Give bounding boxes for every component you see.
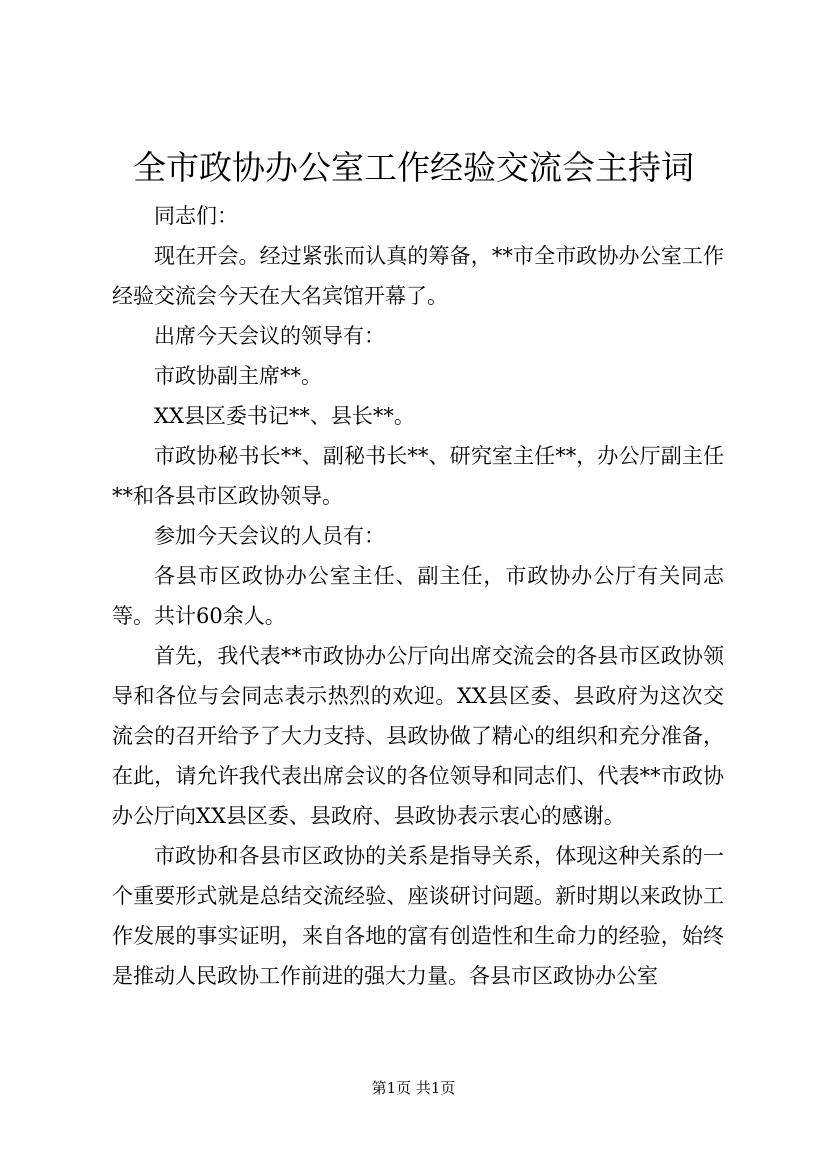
paragraph-welcome: 首先，我代表**市政协办公厅向出席交流会的各县市区政协领导和各位与会同志表示热烈的欢迎。XX县区委、县政府为这次交流会的召开给予了大力支持、县政协做了精心的组织和充分准备，在此，请允许我代表出席会议的各位领导和同志们、代表**市政协办公厅向XX县区委、县政府、县政协表示衷心的感谢。	[112, 644, 724, 828]
paragraph-relationship: 市政协和各县市区政协的关系是指导关系，体现这种关系的一个重要形式就是总结交流经验、座谈研讨问题。新时期以来政协工作发展的事实证明，来自各地的富有创造性和生命力的经验，始终是推动人民政协工作前进的强大力量。各县市区政协办公室	[112, 844, 724, 988]
paragraph-attendees: 各县市区政协办公室主任、副主任，市政协办公厅有关同志等。共计60余人。	[112, 564, 724, 628]
paragraph-greeting: 同志们：	[154, 204, 238, 228]
paragraph-leaders-intro: 出席今天会议的领导有：	[154, 324, 385, 348]
document-body	[112, 196, 724, 996]
paragraph-leader-secretaries: 市政协秘书长**、副秘书长**、研究室主任**，办公厅副主任**和各县市区政协领导。	[112, 444, 724, 508]
paragraph-leader-vice-chair: 市政协副主席**。	[154, 364, 322, 388]
paragraph-attendees-intro: 参加今天会议的人员有：	[154, 524, 385, 548]
paragraph-leader-county: XX县区委书记**、县长**。	[154, 404, 415, 428]
paragraph-opening: 现在开会。经过紧张而认真的筹备，**市全市政协办公室工作经验交流会今天在大名宾馆开幕了。	[112, 244, 724, 308]
document-title: 全市政协办公室工作经验交流会主持词	[133, 148, 694, 187]
page-footer: 第1页 共1页	[371, 1079, 456, 1097]
